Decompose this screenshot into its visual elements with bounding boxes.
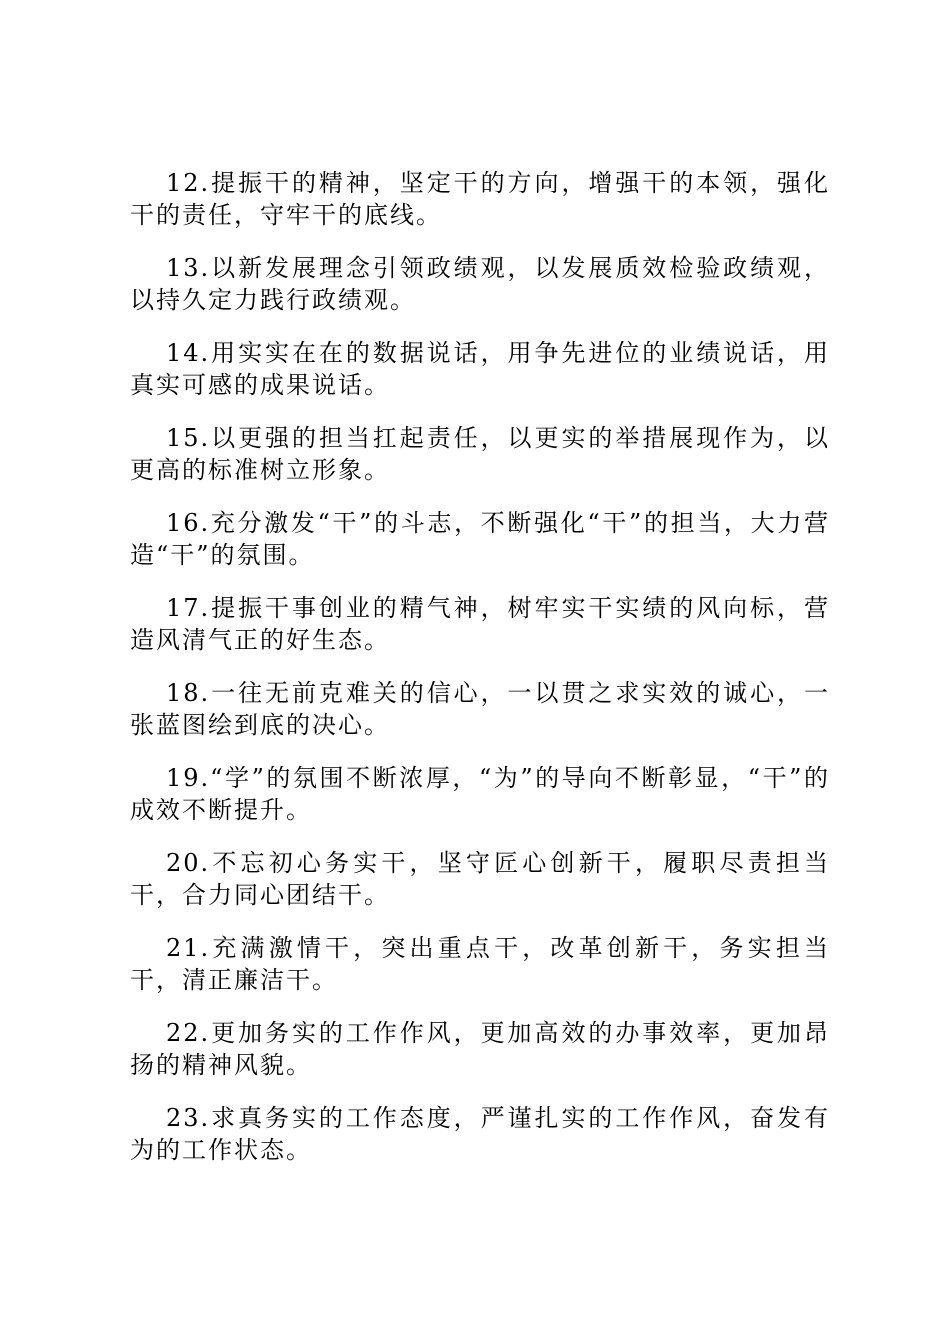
paragraph-15: 15.以更强的担当扛起责任，以更实的举措展现作为，以更高的标准树立形象。: [130, 424, 830, 484]
paragraph-17: 17.提振干事创业的精气神，树牢实干实绩的风向标，营造风清气正的好生态。: [130, 594, 830, 654]
document-body: [130, 167, 830, 1166]
paragraph-14: 14.用实实在在的数据说话，用争先进位的业绩说话，用真实可感的成果说话。: [130, 339, 830, 399]
paragraph-18: 18.一往无前克难关的信心，一以贯之求实效的诚心，一张蓝图绘到底的决心。: [130, 679, 830, 739]
paragraph-13: 13.以新发展理念引领政绩观，以发展质效检验政绩观，以持久定力践行政绩观。: [130, 254, 830, 314]
paragraph-12: 12.提振干的精神，坚定干的方向，增强干的本领，强化干的责任，守牢干的底线。: [130, 169, 830, 229]
paragraph-20: 20.不忘初心务实干，坚守匠心创新干，履职尽责担当干，合力同心团结干。: [130, 849, 830, 909]
paragraph-16: 16.充分激发“干”的斗志，不断强化“干”的担当，大力营造“干”的氛围。: [130, 509, 830, 569]
paragraph-22: 22.更加务实的工作作风，更加高效的办事效率，更加昂扬的精神风貌。: [130, 1019, 830, 1079]
paragraph-19: 19.“学”的氛围不断浓厚，“为”的导向不断彰显，“干”的成效不断提升。: [130, 764, 830, 824]
paragraph-23: 23.求真务实的工作态度，严谨扎实的工作作风，奋发有为的工作状态。: [130, 1104, 830, 1164]
paragraph-21: 21.充满激情干，突出重点干，改革创新干，务实担当干，清正廉洁干。: [130, 934, 830, 994]
